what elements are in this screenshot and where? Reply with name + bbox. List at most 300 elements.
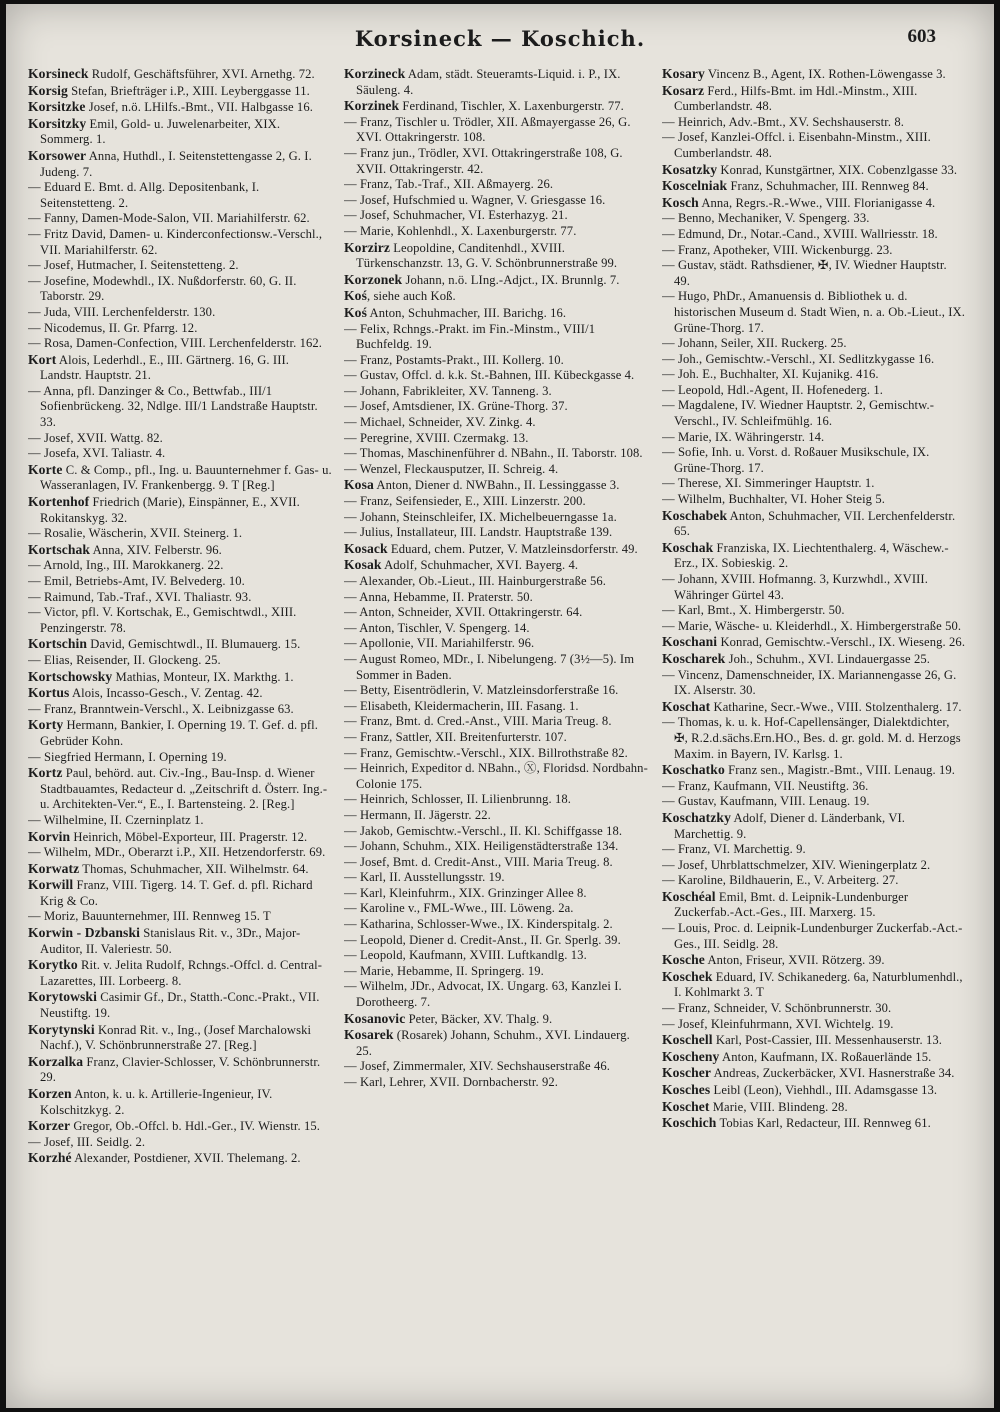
entry-text: — Rosalie, Wäscherin, XVII. Steinerg. 1. — [28, 526, 243, 541]
entry-text: — Marie, Hebamme, II. Springerg. 19. — [344, 963, 544, 978]
directory-entry — [662, 352, 966, 368]
entry-text: Gregor, Ob.-Offcl. b. Hdl.-Ger., IV. Wienstr. 15. — [70, 1119, 320, 1134]
entry-text: — Victor, pfl. V. Kortschak, E., Gemischtwdl., XIII. Penzingerstr. 78. — [28, 605, 297, 635]
directory-entry — [28, 446, 332, 462]
entry-text: — Rosa, Damen-Confection, VIII. Lerchenfelderstr. 162. — [28, 336, 323, 351]
entry-surname: Koschani — [662, 634, 718, 650]
directory-entry — [28, 877, 332, 909]
entry-text: — Gustav, Kaufmann, VIII. Lenaug. 19. — [662, 794, 870, 809]
entry-text: — Arnold, Ing., III. Marokkanerg. 22. — [28, 558, 224, 573]
entry-text: — Anna, Hebamme, II. Praterstr. 50. — [344, 589, 533, 604]
entry-text: — Magdalene, IV. Wiedner Hauptstr. 2, Gemischtw.-Verschl., IV. Schleifmühlg. 16. — [662, 398, 935, 429]
directory-entry — [28, 653, 332, 669]
entry-text: — Siegfried Hermann, I. Operning 19. — [28, 749, 227, 764]
entry-text: — Karoline, Bildhauerin, E., V. Arbeiterg. 27. — [662, 873, 899, 888]
entry-text: — Franz, Seifensieder, E., XIII. Linzerstr. 200. — [344, 494, 586, 509]
directory-entry — [344, 477, 648, 494]
entry-surname: Korsineck — [28, 66, 89, 81]
entry-text: Marie, VIII. Blindeng. 28. — [709, 1099, 848, 1114]
entry-surname: Korzinek — [344, 98, 400, 114]
directory-entry — [344, 761, 648, 792]
directory-entry — [344, 652, 648, 683]
entry-text: — Leopold, Hdl.-Agent, II. Hofenederg. 1. — [662, 382, 884, 397]
entry-surname: Koś — [344, 304, 367, 320]
entry-text: — Heinrich, Schlosser, II. Lilienbrunng. 18. — [344, 792, 572, 807]
directory-entry — [662, 619, 966, 635]
entry-surname: Kosak — [344, 557, 382, 573]
entry-text: — Joh. E., Buchhalter, XI. Kujanikg. 416. — [662, 367, 879, 382]
directory-entry — [344, 288, 648, 305]
entry-text: Alois, Lederhdl., E., III. Gärtnerg. 16, G. III. Landstr. Hauptstr. 21. — [40, 352, 290, 383]
directory-entry — [28, 1022, 332, 1054]
directory-entry — [662, 1032, 966, 1049]
entry-text: — Karl, Bmt., X. Himbergerstr. 50. — [662, 603, 845, 618]
entry-text: Alois, Incasso-Gesch., V. Zentag. 42. — [69, 686, 263, 701]
directory-entry — [662, 508, 966, 540]
entry-text: Thomas, Schuhmacher, XII. Wilhelmstr. 64. — [79, 861, 309, 876]
directory-columns — [28, 66, 978, 1396]
directory-entry — [344, 368, 648, 384]
directory-entry — [344, 322, 648, 353]
directory-entry — [344, 605, 648, 621]
entry-surname: Koschell — [662, 1032, 713, 1048]
entry-text: — Johann, XVIII. Hofmanng. 3, Kurzwhdl., XVIII. Währinger Gürtel 43. — [662, 572, 928, 602]
directory-entry — [28, 227, 332, 258]
entry-text: — Franz, Schneider, V. Schönbrunnerstr. 30. — [662, 1001, 892, 1016]
directory-entry — [344, 636, 648, 652]
entry-text: Anton, k. u. k. Artillerie-Ingenieur, IV. Kolschitzkyg. 2. — [40, 1087, 273, 1117]
entry-surname: Korytowski — [28, 989, 97, 1005]
directory-entry — [662, 1001, 966, 1017]
entry-text: Franziska, IX. Liechtenthalerg. 4, Wäschew.-Erz., IX. Sobieskig. 2. — [674, 540, 949, 571]
entry-text: C. & Comp., pfl., Ing. u. Bauunternehmer f. Gas- u. Wasseranlagen, IV. Frankenbergg. 9. T [Reg.] — [40, 462, 332, 493]
directory-entry — [662, 651, 966, 668]
directory-entry — [344, 917, 648, 933]
entry-surname: Kort — [28, 351, 57, 367]
entry-text: Anton, Kaufmann, IX. Roßauerlände 15. — [719, 1049, 932, 1064]
directory-entry — [662, 779, 966, 795]
directory-entry — [28, 321, 332, 337]
directory-entry — [662, 1065, 966, 1082]
entry-text: Leopoldine, Canditenhdl., XVIII. Türkenschanzstr. 13, G. V. Schönbrunnerstraße 99. — [356, 240, 618, 271]
directory-entry — [28, 542, 332, 559]
directory-entry — [344, 730, 648, 746]
directory-entry — [662, 211, 966, 227]
directory-entry — [28, 258, 332, 274]
directory-entry — [662, 492, 966, 508]
directory-entry — [28, 1054, 332, 1086]
entry-text: — Karl, Kleinfuhrm., XIX. Grinzinger Allee 8. — [344, 885, 587, 900]
directory-entry — [662, 243, 966, 259]
entry-text: — Franz, Branntwein-Verschl., X. Leibnizgasse 63. — [28, 701, 294, 716]
directory-entry — [344, 979, 648, 1010]
entry-text: — Johann, Fabrikleiter, XV. Tanneng. 3. — [344, 383, 552, 398]
directory-entry — [28, 605, 332, 636]
entry-text: Konrad, Gemischtw.-Verschl., IX. Wieseng. 26. — [717, 635, 966, 650]
entry-text: Alexander, Postdiener, XVII. Thelemang. 2. — [71, 1151, 301, 1166]
entry-surname: Koschatzky — [662, 809, 731, 825]
entry-surname: Kortus — [28, 685, 70, 701]
entry-surname: Korytynski — [28, 1021, 95, 1037]
directory-entry — [344, 431, 648, 447]
entry-text: — Eduard E. Bmt. d. Allg. Depositenbank, I. Seitenstetteng. 2. — [28, 180, 260, 210]
directory-entry — [28, 702, 332, 718]
directory-entry — [28, 99, 332, 116]
entry-text: — Wilhelm, Buchhalter, VI. Hoher Steig 5. — [662, 492, 885, 507]
directory-entry — [344, 66, 648, 98]
entry-text: Friedrich (Marie), Einspänner, E., XVII. Rokitanskyg. 32. — [40, 495, 300, 525]
entry-surname: Korzen — [28, 1086, 72, 1101]
page-header — [6, 26, 994, 66]
directory-entry — [344, 1059, 648, 1075]
entry-text: Heinrich, Möbel-Exporteur, III. Pragerstr. 12. — [70, 829, 308, 844]
directory-entry — [28, 909, 332, 925]
directory-entry — [662, 762, 966, 779]
directory-entry — [28, 494, 332, 526]
entry-text: Vincenz B., Agent, IX. Rothen-Löwengasse 3. — [704, 67, 946, 81]
entry-surname: Korty — [28, 717, 64, 733]
directory-entry — [662, 889, 966, 921]
entry-text: — Josef, Hufschmied u. Wagner, V. Griesgasse 16. — [344, 192, 606, 207]
entry-text: — Franz, Tischler u. Trödler, XII. Aßmayergasse 26, G. XVI. Ottakringerstr. 108. — [344, 114, 631, 145]
directory-entry — [344, 525, 648, 541]
entry-text: — Leopold, Kaufmann, XVIII. Luftkandlg. 13. — [344, 948, 587, 963]
entry-text: Leibl (Leon), Viehhdl., III. Adamsgasse 13. — [710, 1083, 938, 1097]
directory-entry — [662, 715, 966, 762]
directory-entry — [28, 1135, 332, 1151]
directory-page — [6, 4, 994, 1408]
entry-text: — Heinrich, Expeditor d. NBahn., Ⓧ, Floridsd. Nordbahn-Colonie 175. — [344, 761, 648, 791]
entry-text: Rudolf, Geschäftsführer, XVI. Arnethg. 72. — [88, 67, 315, 81]
entry-surname: Korzhé — [28, 1150, 72, 1166]
entry-text: — Wilhelm, JDr., Advocat, IX. Ungarg. 63, Kanzlei I. Dorotheerg. 7. — [344, 979, 622, 1010]
directory-entry — [662, 195, 966, 212]
entry-surname: Kosanovic — [344, 1010, 406, 1026]
directory-entry — [662, 858, 966, 874]
entry-text: Anna, Regrs.-R.-Wwe., VIII. Florianigasse 4. — [698, 195, 936, 210]
directory-entry — [662, 83, 966, 115]
directory-entry — [344, 384, 648, 400]
entry-surname: Koschatko — [662, 762, 725, 778]
entry-text: — Johann, Steinschleifer, IX. Michelbeuerngasse 1a. — [344, 509, 617, 524]
directory-entry — [662, 1049, 966, 1066]
entry-text: — Wilhelm, MDr., Oberarzt i.P., XII. Hetzendorferstr. 69. — [28, 845, 326, 860]
entry-surname: Kortenhof — [28, 494, 90, 510]
directory-entry — [28, 861, 332, 878]
entry-text: — Josef, Amtsdiener, IX. Grüne-Thorg. 37. — [344, 399, 568, 414]
directory-entry — [28, 750, 332, 766]
entry-text: — Franz, Sattler, XII. Breitenfurterstr. 107. — [344, 729, 567, 744]
entry-text: Paul, behörd. aut. Civ.-Ing., Bau-Insp. d. Wiener Stadtbauamtes, Redacteur d. „Zeitschrift d. Österr. Ing.- u. Architekten-Ver.“, E., I. Bartensteing. 2. [Reg.] — [40, 766, 328, 812]
directory-entry — [662, 383, 966, 399]
directory-entry — [344, 574, 648, 590]
directory-entry — [662, 668, 966, 699]
directory-entry — [662, 178, 966, 195]
entry-surname: Korwill — [28, 877, 74, 893]
entry-text: — Josefine, Modewhdl., IX. Nußdorferstr. 60, G. II. Taborstr. 29. — [28, 273, 297, 304]
entry-text: Josef, n.ö. LHilfs.-Bmt., VII. Halbgasse 16. — [85, 100, 313, 115]
entry-text: — Moriz, Bauunternehmer, III. Rennweg 15. T — [28, 909, 271, 924]
directory-entry — [28, 305, 332, 321]
entry-surname: Korwatz — [28, 860, 80, 876]
directory-entry — [662, 634, 966, 651]
directory-entry — [344, 399, 648, 415]
directory-entry — [344, 1027, 648, 1059]
entry-text: Casimir Gf., Dr., Statth.-Conc.-Prakt., VII. Neustiftg. 19. — [40, 990, 320, 1021]
directory-entry — [28, 669, 332, 686]
directory-entry — [344, 446, 648, 462]
directory-entry — [344, 1011, 648, 1028]
directory-entry — [662, 398, 966, 429]
directory-entry — [344, 590, 648, 606]
entry-surname: Korte — [28, 461, 63, 477]
directory-entry — [344, 714, 648, 730]
directory-entry — [344, 964, 648, 980]
entry-surname: Koscharek — [662, 650, 726, 666]
entry-text: — Joh., Gemischtw.-Verschl., XI. Sedlitzkygasse 16. — [662, 351, 935, 366]
directory-entry — [28, 685, 332, 702]
entry-text: — Nicodemus, II. Gr. Pfarrg. 12. — [28, 320, 198, 335]
directory-entry — [344, 933, 648, 949]
entry-text: Adam, städt. Steueramts-Liquid. i. P., IX. Säuleng. 4. — [356, 67, 621, 97]
entry-text: — Josef, Bmt. d. Credit-Anst., VIII. Maria Treug. 8. — [344, 854, 613, 869]
entry-text: — Franz, Kaufmann, VII. Neustiftg. 36. — [662, 778, 869, 793]
directory-entry — [28, 274, 332, 305]
directory-entry — [662, 794, 966, 810]
directory-entry — [662, 115, 966, 131]
entry-surname: Korvin — [28, 828, 71, 844]
entry-surname: Kosche — [662, 952, 705, 968]
entry-text: — Edmund, Dr., Notar.-Cand., XVIII. Wallriesstr. 18. — [662, 226, 938, 241]
entry-surname: Kortschowsky — [28, 668, 113, 684]
entry-text: — Sofie, Inh. u. Vorst. d. Roßauer Musikschule, IX. Grüne-Thorg. 17. — [662, 445, 930, 475]
entry-surname: Koschich — [662, 1115, 717, 1131]
entry-surname: Kosarz — [662, 82, 705, 98]
directory-entry — [344, 510, 648, 526]
directory-entry — [28, 462, 332, 494]
directory-entry — [344, 415, 648, 431]
entry-surname: Korzonek — [344, 271, 403, 287]
entry-text: — Josef, Hutmacher, I. Seitenstetteng. 2. — [28, 258, 239, 273]
entry-surname: Kosch — [662, 194, 699, 210]
directory-entry — [662, 367, 966, 383]
directory-entry — [344, 272, 648, 289]
directory-entry — [28, 180, 332, 211]
entry-surname: Kortschak — [28, 541, 91, 557]
directory-entry — [344, 621, 648, 637]
entry-surname: Kortschin — [28, 636, 88, 652]
directory-entry — [344, 839, 648, 855]
entry-text: — Anna, pfl. Danzinger & Co., Bettwfab., III/1 Sofienbrückeng. 32, Ndlge. III/1 Landstraße Hauptstr. 33. — [28, 383, 318, 430]
entry-text: — Thomas, k. u. k. Hof-Capellensänger, Dialektdichter, ✠, R.2.d.sächs.Ern.HO., Bes. d. gr. gold. M. d. Herzogs Maxim. in Bayern, IV. Karlsg. 1. — [662, 715, 961, 761]
entry-text: Anna, XIV. Felberstr. 96. — [90, 542, 222, 557]
directory-entry — [662, 572, 966, 603]
directory-entry — [28, 765, 332, 813]
entry-text: — Raimund, Tab.-Traf., XVI. Thaliastr. 93. — [28, 589, 252, 604]
entry-text: — Marie, IX. Währingerstr. 14. — [662, 429, 825, 444]
directory-entry — [344, 353, 648, 369]
entry-text: — Franz, VI. Marchettig. 9. — [662, 842, 806, 857]
directory-entry — [28, 66, 332, 83]
entry-text: — Josefa, XVI. Taliastr. 4. — [28, 446, 166, 461]
directory-entry — [28, 813, 332, 829]
directory-entry — [662, 1082, 966, 1099]
directory-entry — [662, 873, 966, 889]
entry-text: — Marie, Kohlenhdl., X. Laxenburgerstr. 77. — [344, 223, 577, 238]
directory-entry — [344, 494, 648, 510]
directory-entry — [344, 462, 648, 478]
entry-text: — Fritz David, Damen- u. Kinderconfectionsw.-Verschl., VII. Mariahilferstr. 62. — [28, 226, 323, 257]
entry-text: — Jakob, Gemischtw.-Verschl., II. Kl. Schiffgasse 18. — [344, 823, 623, 838]
entry-surname: Korsitzky — [28, 115, 87, 131]
entry-text: — Wilhelmine, II. Czerninplatz 1. — [28, 812, 204, 827]
entry-text: Karl, Post-Cassier, III. Messenhauserstr. 13. — [712, 1033, 942, 1048]
directory-entry — [28, 83, 332, 100]
entry-text: — Franz, Gemischtw.-Verschl., XIX. Billrothstraße 82. — [344, 745, 628, 760]
directory-entry — [662, 336, 966, 352]
entry-surname: Koschabek — [662, 507, 728, 523]
entry-text: Mathias, Monteur, IX. Markthg. 1. — [112, 669, 294, 684]
directory-entry — [28, 431, 332, 447]
entry-text: Eduard, IV. Schikanederg. 6a, Naturblumenhdl., I. Kohlmarkt 3. T — [674, 969, 963, 1000]
entry-text: — Franz jun., Trödler, XVI. Ottakringerstraße 108, G. XVII. Ottakringerstr. 42. — [344, 145, 623, 176]
entry-text: Ferd., Hilfs-Bmt. im Hdl.-Minstm., XIII. Cumberlandstr. 48. — [674, 83, 918, 114]
directory-entry — [662, 1099, 966, 1116]
entry-text: — Louis, Proc. d. Leipnik-Lundenburger Zuckerfab.-Act.-Ges., III. Seidlg. 28. — [662, 921, 963, 951]
directory-entry — [344, 98, 648, 115]
entry-text: Anton, Diener d. NWBahn., II. Lessinggasse 3. — [373, 478, 620, 493]
directory-entry — [344, 699, 648, 715]
entry-surname: Koscelniak — [662, 178, 728, 194]
directory-entry — [662, 162, 966, 179]
directory-entry — [662, 289, 966, 336]
directory-entry — [28, 211, 332, 227]
entry-text: Stanislaus Rit. v., 3Dr., Major-Auditor, II. Valeriestr. 50. — [40, 926, 301, 956]
directory-entry — [344, 901, 648, 917]
entry-text: — Emil, Betriebs-Amt, IV. Belvederg. 10. — [28, 574, 245, 588]
directory-entry — [662, 476, 966, 492]
directory-entry — [28, 1118, 332, 1135]
entry-text: — Vincenz, Damenschneider, IX. Mariannengasse 26, G. IX. Alserstr. 30. — [662, 667, 957, 698]
entry-surname: Korsig — [28, 82, 68, 98]
entry-text: Anna, Huthdl., I. Seitenstettengasse 2, G. I. Judeng. 7. — [40, 148, 312, 179]
entry-text: Emil, Gold- u. Juwelenarbeiter, XIX. Sommerg. 1. — [40, 116, 281, 147]
entry-text: — Franz, Apotheker, VIII. Wickenburgg. 23. — [662, 242, 893, 257]
directory-entry — [28, 717, 332, 749]
entry-text: Anton, Friseur, XVII. Rötzerg. 39. — [704, 953, 885, 968]
entry-text: — Franz, Postamts-Prakt., III. Kollerg. 10. — [344, 352, 564, 367]
entry-text: Adolf, Schuhmacher, XVI. Bayerg. 4. — [381, 558, 579, 573]
entry-text: — Heinrich, Adv.-Bmt., XV. Sechshauserstr. 8. — [662, 114, 905, 129]
directory-entry — [28, 829, 332, 846]
directory-entry — [662, 540, 966, 572]
directory-entry — [344, 541, 648, 558]
entry-surname: Korzirz — [344, 239, 390, 255]
entry-surname: Koschek — [662, 968, 713, 984]
entry-text: Franz, Clavier-Schlosser, V. Schönbrunnerstr. 29. — [40, 1054, 321, 1085]
directory-entry — [28, 558, 332, 574]
entry-text: — Johann, Seiler, XII. Ruckerg. 25. — [662, 336, 847, 351]
entry-surname: Kosa — [344, 477, 374, 493]
column-2 — [344, 66, 648, 1396]
directory-entry — [344, 808, 648, 824]
entry-text: Konrad, Kunstgärtner, XIX. Cobenzlgasse 33. — [717, 162, 958, 177]
entry-text: Franz, VIII. Tigerg. 14. T. Gef. d. pfl. Richard Krig & Co. — [40, 878, 313, 908]
directory-entry — [344, 193, 648, 209]
entry-text: — Benno, Mechaniker, V. Spengerg. 33. — [662, 211, 870, 226]
directory-entry — [28, 636, 332, 653]
entry-text: — Marie, Wäsche- u. Kleiderhdl., X. Himbergerstraße 50. — [662, 618, 962, 633]
entry-text: Eduard, chem. Putzer, V. Matzleinsdorferstr. 49. — [387, 541, 638, 556]
directory-entry — [662, 445, 966, 476]
entry-text: — Josef, Schuhmacher, VI. Esterhazyg. 21. — [344, 208, 568, 223]
directory-entry — [344, 824, 648, 840]
page-title: Korsineck — Koschich. — [354, 26, 646, 51]
entry-surname: Kortz — [28, 765, 63, 781]
directory-entry — [28, 1086, 332, 1118]
entry-text: Anton, Schuhmacher, VII. Lerchenfelderstr. 65. — [674, 508, 956, 539]
entry-text: (Rosarek) Johann, Schuhm., XVI. Lindauerg. 25. — [356, 1028, 630, 1058]
directory-entry — [28, 116, 332, 148]
directory-entry — [344, 948, 648, 964]
entry-text: Hermann, Bankier, I. Operning 19. T. Gef. d. pfl. Gebrüder Kohn. — [40, 718, 319, 748]
entry-text: Johann, n.ö. LIng.-Adjct., IX. Brunnlg. 7. — [402, 272, 620, 287]
directory-entry — [662, 699, 966, 716]
entry-text: — Franz, Tab.-Traf., XII. Aßmayerg. 26. — [344, 177, 554, 192]
directory-entry — [28, 384, 332, 431]
entry-surname: Korzer — [28, 1118, 71, 1134]
directory-entry — [28, 148, 332, 180]
directory-entry — [662, 1115, 966, 1132]
entry-surname: Koschat — [662, 698, 711, 714]
entry-text: Adolf, Diener d. Länderbank, VI. Marchettig. 9. — [674, 810, 906, 841]
entry-text: — Apollonie, VII. Mariahilferstr. 96. — [344, 636, 535, 651]
entry-text: — Gustav, städt. Rathsdiener, ✠, IV. Wiedner Hauptstr. 49. — [662, 258, 947, 288]
directory-entry — [662, 842, 966, 858]
entry-text: David, Gemischtwdl., II. Blumauerg. 15. — [87, 637, 301, 652]
directory-entry — [344, 746, 648, 762]
directory-entry — [662, 810, 966, 842]
directory-entry — [28, 336, 332, 352]
entry-text: Joh., Schuhm., XVI. Lindauergasse 25. — [725, 651, 931, 666]
entry-text: — Johann, Schuhm., XIX. Heiligenstädterstraße 134. — [344, 839, 619, 854]
entry-text: Franz, Schuhmacher, III. Rennweg 84. — [727, 179, 929, 194]
directory-entry — [28, 1150, 332, 1167]
entry-text: Peter, Bäcker, XV. Thalg. 9. — [405, 1011, 553, 1026]
directory-entry — [662, 921, 966, 952]
entry-surname: Korwin - Dzbanski — [28, 925, 140, 941]
directory-entry — [344, 224, 648, 240]
entry-surname: Korytko — [28, 957, 78, 973]
entry-text: Stefan, Briefträger i.P., XIII. Leyberggasse 11. — [67, 83, 310, 98]
entry-text: — Betty, Eisentrödlerin, V. Matzleinsdorferstraße 16. — [344, 683, 619, 698]
directory-entry — [344, 683, 648, 699]
directory-entry — [662, 1017, 966, 1033]
entry-surname: Korsower — [28, 147, 87, 163]
directory-entry — [344, 886, 648, 902]
entry-surname: Koschak — [662, 539, 714, 555]
entry-surname: Kosarek — [344, 1027, 394, 1043]
entry-text: — Gustav, Offcl. d. k.k. St.-Bahnen, III. Kübeckgasse 4. — [344, 368, 635, 383]
directory-entry — [344, 855, 648, 871]
directory-entry — [662, 430, 966, 446]
entry-text: — Wenzel, Fleckausputzer, II. Schreig. 4. — [344, 461, 559, 476]
entry-text: — Juda, VIII. Lerchenfelderstr. 130. — [28, 304, 216, 319]
entry-surname: Koscher — [662, 1065, 712, 1081]
entry-text: — Therese, XI. Simmeringer Hauptstr. 1. — [662, 476, 875, 491]
entry-text: — Elias, Reisender, II. Glockeng. 25. — [28, 652, 221, 667]
directory-entry — [28, 925, 332, 957]
